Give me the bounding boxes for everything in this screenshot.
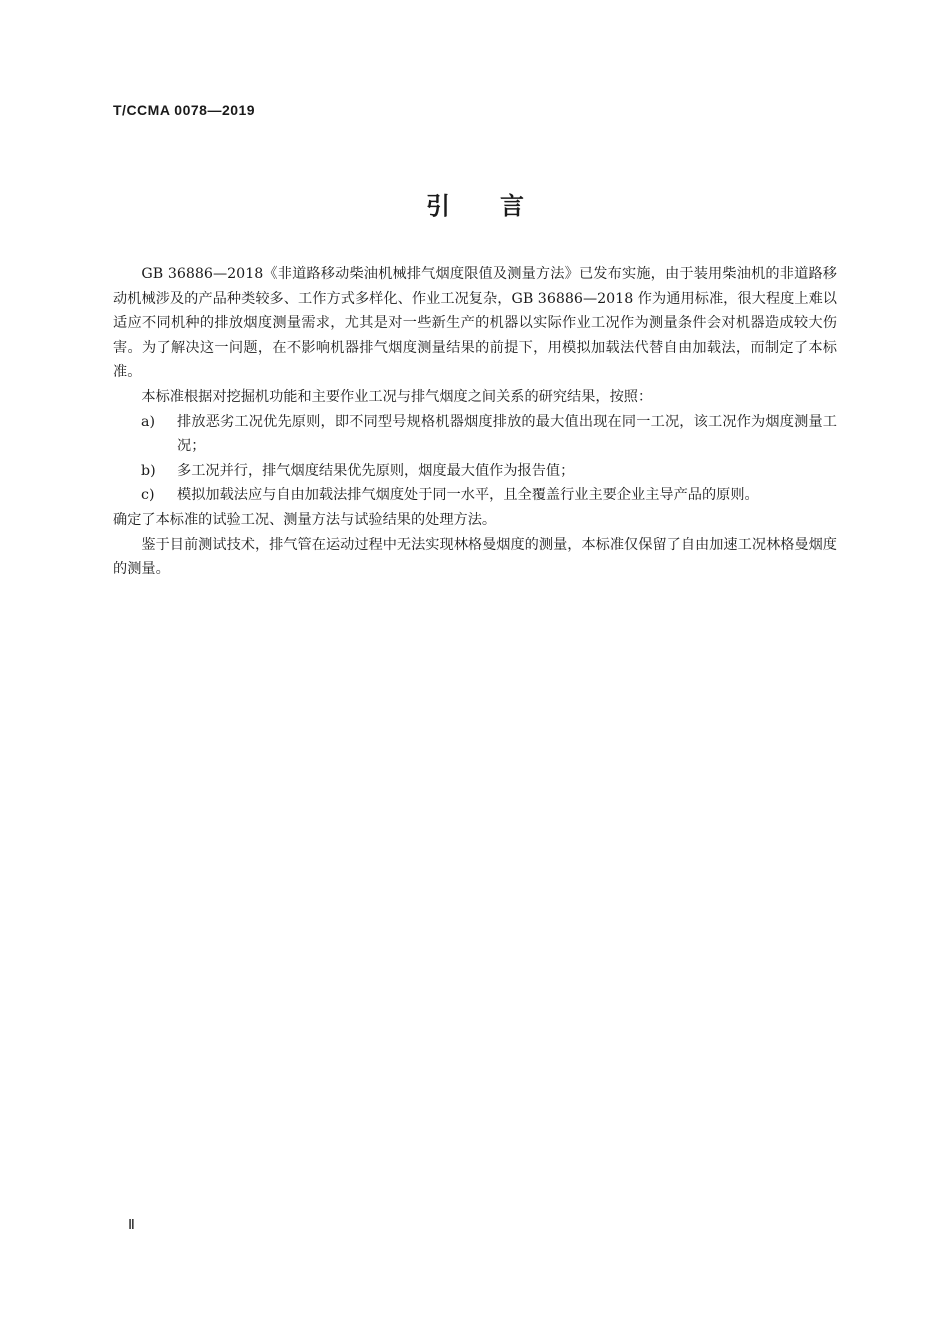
list-item-text: 模拟加载法应与自由加载法排气烟度处于同一水平，且全覆盖行业主要企业主导产品的原则。 — [177, 487, 759, 504]
page-title: 引言 — [426, 192, 574, 220]
list-item-text: 排放恶劣工况优先原则，即不同型号规格机器烟度排放的最大值出现在同一工况，该工况作为烟度测量工况； — [177, 413, 837, 455]
document-code: T/CCMA 0078—2019 — [113, 102, 256, 118]
page-number: Ⅱ — [128, 1218, 135, 1233]
list-item-label: a) — [141, 413, 155, 430]
list-item — [113, 410, 837, 459]
list-item — [113, 459, 837, 484]
ringelmann-paragraph: 鉴于目前测试技术，排气管在运动过程中无法实现林格曼烟度的测量，本标准仅保留了自由加速工况林格曼烟度的测量。 — [113, 536, 837, 578]
list-item-text: 多工况并行，排气烟度结果优先原则，烟度最大值作为报告值； — [177, 462, 575, 479]
list-item-label: c) — [141, 487, 155, 504]
intro-paragraph: GB 36886—2018《非道路移动柴油机械排气烟度限值及测量方法》已发布实施，由于装用柴油机的非道路移动机械涉及的产品种类较多、工作方式多样化、作业工况复杂，GB 36886—2018 作为通用标准，很大程度上难以适应不同机种的排放烟度测量需求，尤其是对一些新生产的机器以实际作业工况作为测量条件会对机器造成较大伤害。为了解决这一问题，在不影响机器排气烟度测量结果的前提下，用模拟加载法代替自由加载法，而制定了本标准。 — [113, 266, 837, 381]
document-body — [113, 262, 837, 582]
list-item — [113, 483, 837, 508]
method-paragraph: 确定了本标准的试验工况、测量方法与试验结果的处理方法。 — [113, 511, 497, 528]
list-item-label: b) — [141, 462, 156, 479]
basis-paragraph: 本标准根据对挖掘机功能和主要作业工况与排气烟度之间关系的研究结果，按照： — [141, 388, 653, 405]
